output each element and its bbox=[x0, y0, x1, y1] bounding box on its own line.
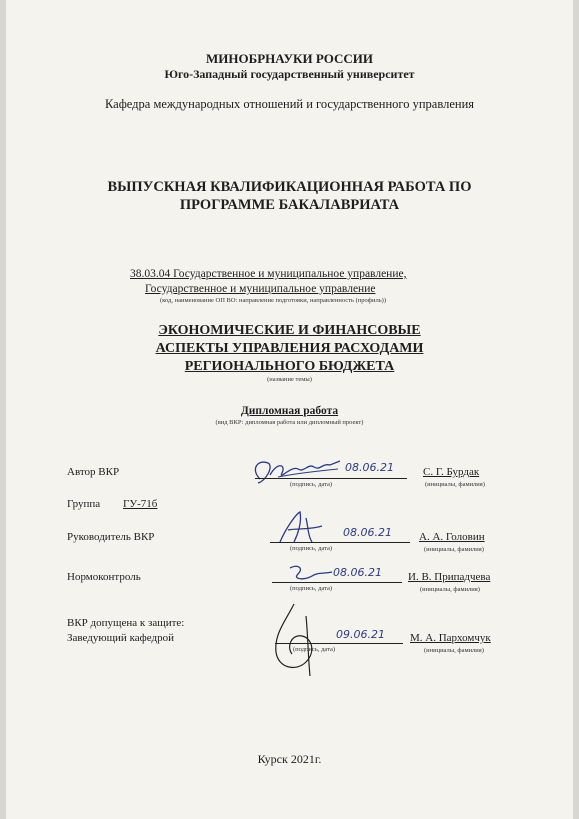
author-date: 08.06.21 bbox=[345, 461, 394, 474]
author-name: С. Г. Бурдак bbox=[423, 466, 480, 478]
head-date: 09.06.21 bbox=[336, 628, 385, 641]
supervisor-sign-line bbox=[270, 542, 410, 543]
normocontrol-name-caption: (инициалы, фамилия) bbox=[420, 586, 480, 593]
topic-caption: (название темы) bbox=[267, 376, 312, 383]
supervisor-date: 08.06.21 bbox=[343, 526, 392, 539]
author-sign-line bbox=[255, 478, 407, 479]
topic-line1: ЭКОНОМИЧЕСКИЕ И ФИНАНСОВЫЕ bbox=[158, 323, 421, 338]
program-caption: (код, наименование ОП ВО: направление подготовки, направленность (профиль)) bbox=[160, 297, 386, 304]
work-type-title-line1: ВЫПУСКНАЯ КВАЛИФИКАЦИОННАЯ РАБОТА ПО bbox=[107, 179, 472, 195]
program-line1: 38.03.04 Государственное и муниципальное управление, bbox=[130, 268, 407, 280]
head-label: Заведующий кафедрой bbox=[67, 632, 174, 644]
city-year: Курск 2021г. bbox=[257, 752, 322, 766]
group-label: Группа bbox=[67, 498, 101, 510]
head-name-caption: (инициалы, фамилия) bbox=[424, 647, 484, 654]
university-name: Юго-Западный государственный университет bbox=[164, 67, 415, 81]
supervisor-label: Руководитель ВКР bbox=[67, 531, 155, 543]
supervisor-name: А. А. Головин bbox=[419, 531, 485, 543]
head-name: М. А. Пархомчук bbox=[410, 632, 491, 644]
supervisor-sign-caption: (подпись, дата) bbox=[290, 545, 333, 552]
work-type-title-line2: ПРОГРАММЕ БАКАЛАВРИАТА bbox=[179, 197, 400, 213]
admission-label: ВКР допущена к защите: bbox=[67, 617, 185, 629]
department-name: Кафедра международных отношений и государственного управления bbox=[104, 97, 475, 111]
head-sign-line bbox=[275, 643, 403, 644]
author-sign-caption: (подпись, дата) bbox=[290, 481, 333, 488]
group-value: ГУ-71б bbox=[123, 498, 158, 510]
normocontrol-sign-line bbox=[272, 582, 402, 583]
normocontrol-name: И. В. Припадчева bbox=[408, 571, 491, 583]
topic-line2: АСПЕКТЫ УПРАВЛЕНИЯ РАСХОДАМИ bbox=[155, 341, 424, 356]
vkr-kind: Дипломная работа bbox=[240, 405, 339, 417]
head-sign-caption: (подпись, дата) bbox=[293, 646, 336, 653]
ministry-name: МИНОБРНАУКИ РОССИИ bbox=[206, 51, 373, 66]
normocontrol-date: 08.06.21 bbox=[333, 566, 382, 579]
supervisor-name-caption: (инициалы, фамилия) bbox=[424, 546, 484, 553]
topic-line3: РЕГИОНАЛЬНОГО БЮДЖЕТА bbox=[184, 359, 395, 374]
normocontrol-sign-caption: (подпись, дата) bbox=[290, 585, 333, 592]
program-line2: Государственное и муниципальное управление bbox=[145, 283, 376, 295]
vkr-kind-caption: (вид ВКР: дипломная работа или дипломный проект) bbox=[215, 419, 364, 426]
author-label: Автор ВКР bbox=[67, 466, 120, 478]
author-name-caption: (инициалы, фамилия) bbox=[425, 481, 485, 488]
head-signature bbox=[266, 600, 346, 680]
normocontrol-label: Нормоконтроль bbox=[67, 571, 141, 583]
